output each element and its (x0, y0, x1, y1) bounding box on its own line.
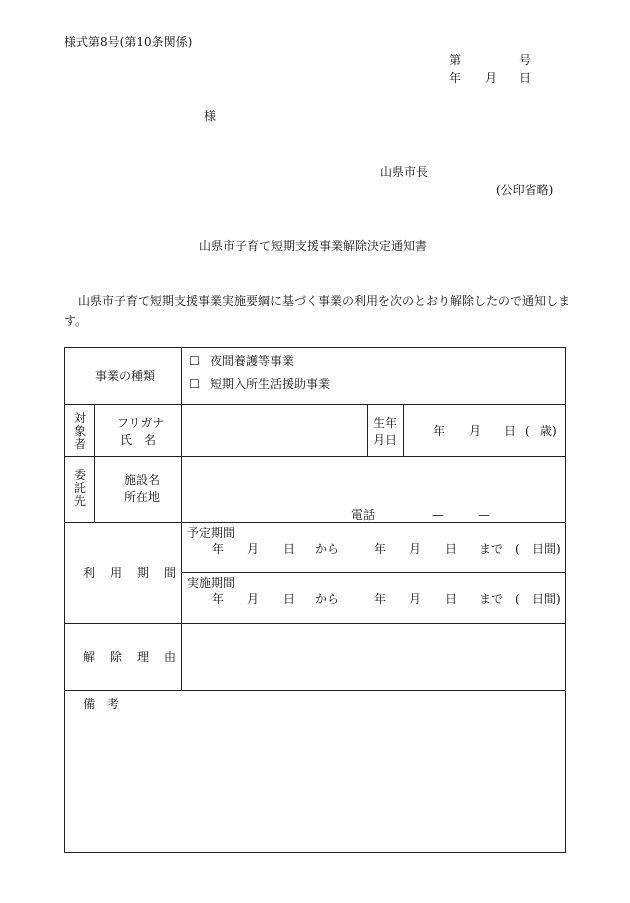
col-divider (367, 404, 368, 456)
phone-dash-1: — (432, 508, 444, 522)
age-open: ( (525, 424, 530, 438)
row-divider (65, 623, 566, 624)
planned-period-label: 予定期間 (187, 526, 236, 540)
birthdate-label-1: 生年 (373, 416, 398, 430)
facility-name-label: 施設名 (124, 473, 161, 487)
doc-number-prefix: 第 (449, 53, 462, 67)
row-divider (65, 456, 566, 457)
period-label: 利用期間 (83, 566, 192, 580)
issuer: 山県市長 (380, 165, 429, 179)
form-number: 様式第8号(第10条関係) (64, 35, 193, 49)
planned-days-open: ( (515, 542, 520, 556)
actual-start-month: 月 (247, 592, 260, 606)
actual-days-open: ( (515, 592, 520, 606)
facility-address-label: 所在地 (124, 490, 161, 504)
actual-from: から (315, 592, 340, 606)
checkbox-short-stay[interactable]: ☐ (189, 377, 200, 391)
row-divider (181, 572, 566, 573)
col-divider (181, 348, 182, 690)
phone-label: 電話 (351, 508, 376, 522)
planned-end-month: 月 (409, 542, 422, 556)
planned-from: から (315, 542, 340, 556)
row-divider (65, 404, 566, 405)
planned-end-year: 年 (374, 542, 387, 556)
actual-days-close: 日間) (532, 592, 561, 606)
subject-vertical-label: 対 象 者 (73, 411, 86, 451)
entrusted-vertical-label: 委 託 先 (73, 468, 86, 508)
notice-table (64, 347, 566, 853)
addressee-suffix: 様 (204, 109, 217, 123)
planned-end-day: 日 (445, 542, 458, 556)
birth-year: 年 (433, 424, 446, 438)
row-divider (65, 522, 566, 523)
actual-start-day: 日 (283, 592, 296, 606)
reason-label: 解除理由 (83, 650, 192, 664)
birthdate-label-2: 月日 (373, 433, 398, 447)
actual-start-year: 年 (212, 592, 225, 606)
birth-day: 日 (504, 424, 517, 438)
actual-until: まで (479, 592, 504, 606)
body-line-1: 山県市子育て短期支援事業実施要綱に基づく事業の利用を次のとおり解除したので通知しま (78, 294, 571, 308)
document-title: 山県市子育て短期支援事業解除決定通知書 (199, 239, 428, 253)
name-label: 氏 名 (120, 433, 157, 447)
doc-number-suffix: 号 (519, 53, 532, 67)
actual-end-year: 年 (374, 592, 387, 606)
option-night-care-label: 夜間養護等事業 (210, 354, 295, 368)
option-short-stay-label: 短期入所生活援助事業 (210, 377, 331, 391)
row-divider (65, 690, 566, 691)
birth-month: 月 (469, 424, 482, 438)
furigana-label: フリガナ (117, 416, 165, 430)
service-type-label: 事業の種類 (95, 369, 156, 383)
actual-period-label: 実施期間 (187, 576, 236, 590)
planned-start-day: 日 (283, 542, 296, 556)
date-month: 月 (485, 71, 498, 85)
remarks-label: 備 考 (83, 697, 120, 711)
body-line-2: す。 (64, 314, 88, 328)
date-day: 日 (519, 71, 532, 85)
col-divider (94, 404, 95, 522)
age-close: 歳) (540, 424, 557, 438)
planned-days-close: 日間) (532, 542, 561, 556)
col-divider (403, 404, 404, 456)
actual-end-month: 月 (409, 592, 422, 606)
planned-start-month: 月 (247, 542, 260, 556)
checkbox-night-care[interactable]: ☐ (189, 354, 200, 368)
seal-note: (公印省略) (496, 183, 554, 197)
phone-dash-2: — (478, 508, 490, 522)
planned-start-year: 年 (212, 542, 225, 556)
actual-end-day: 日 (445, 592, 458, 606)
planned-until: まで (479, 542, 504, 556)
date-year: 年 (449, 71, 462, 85)
